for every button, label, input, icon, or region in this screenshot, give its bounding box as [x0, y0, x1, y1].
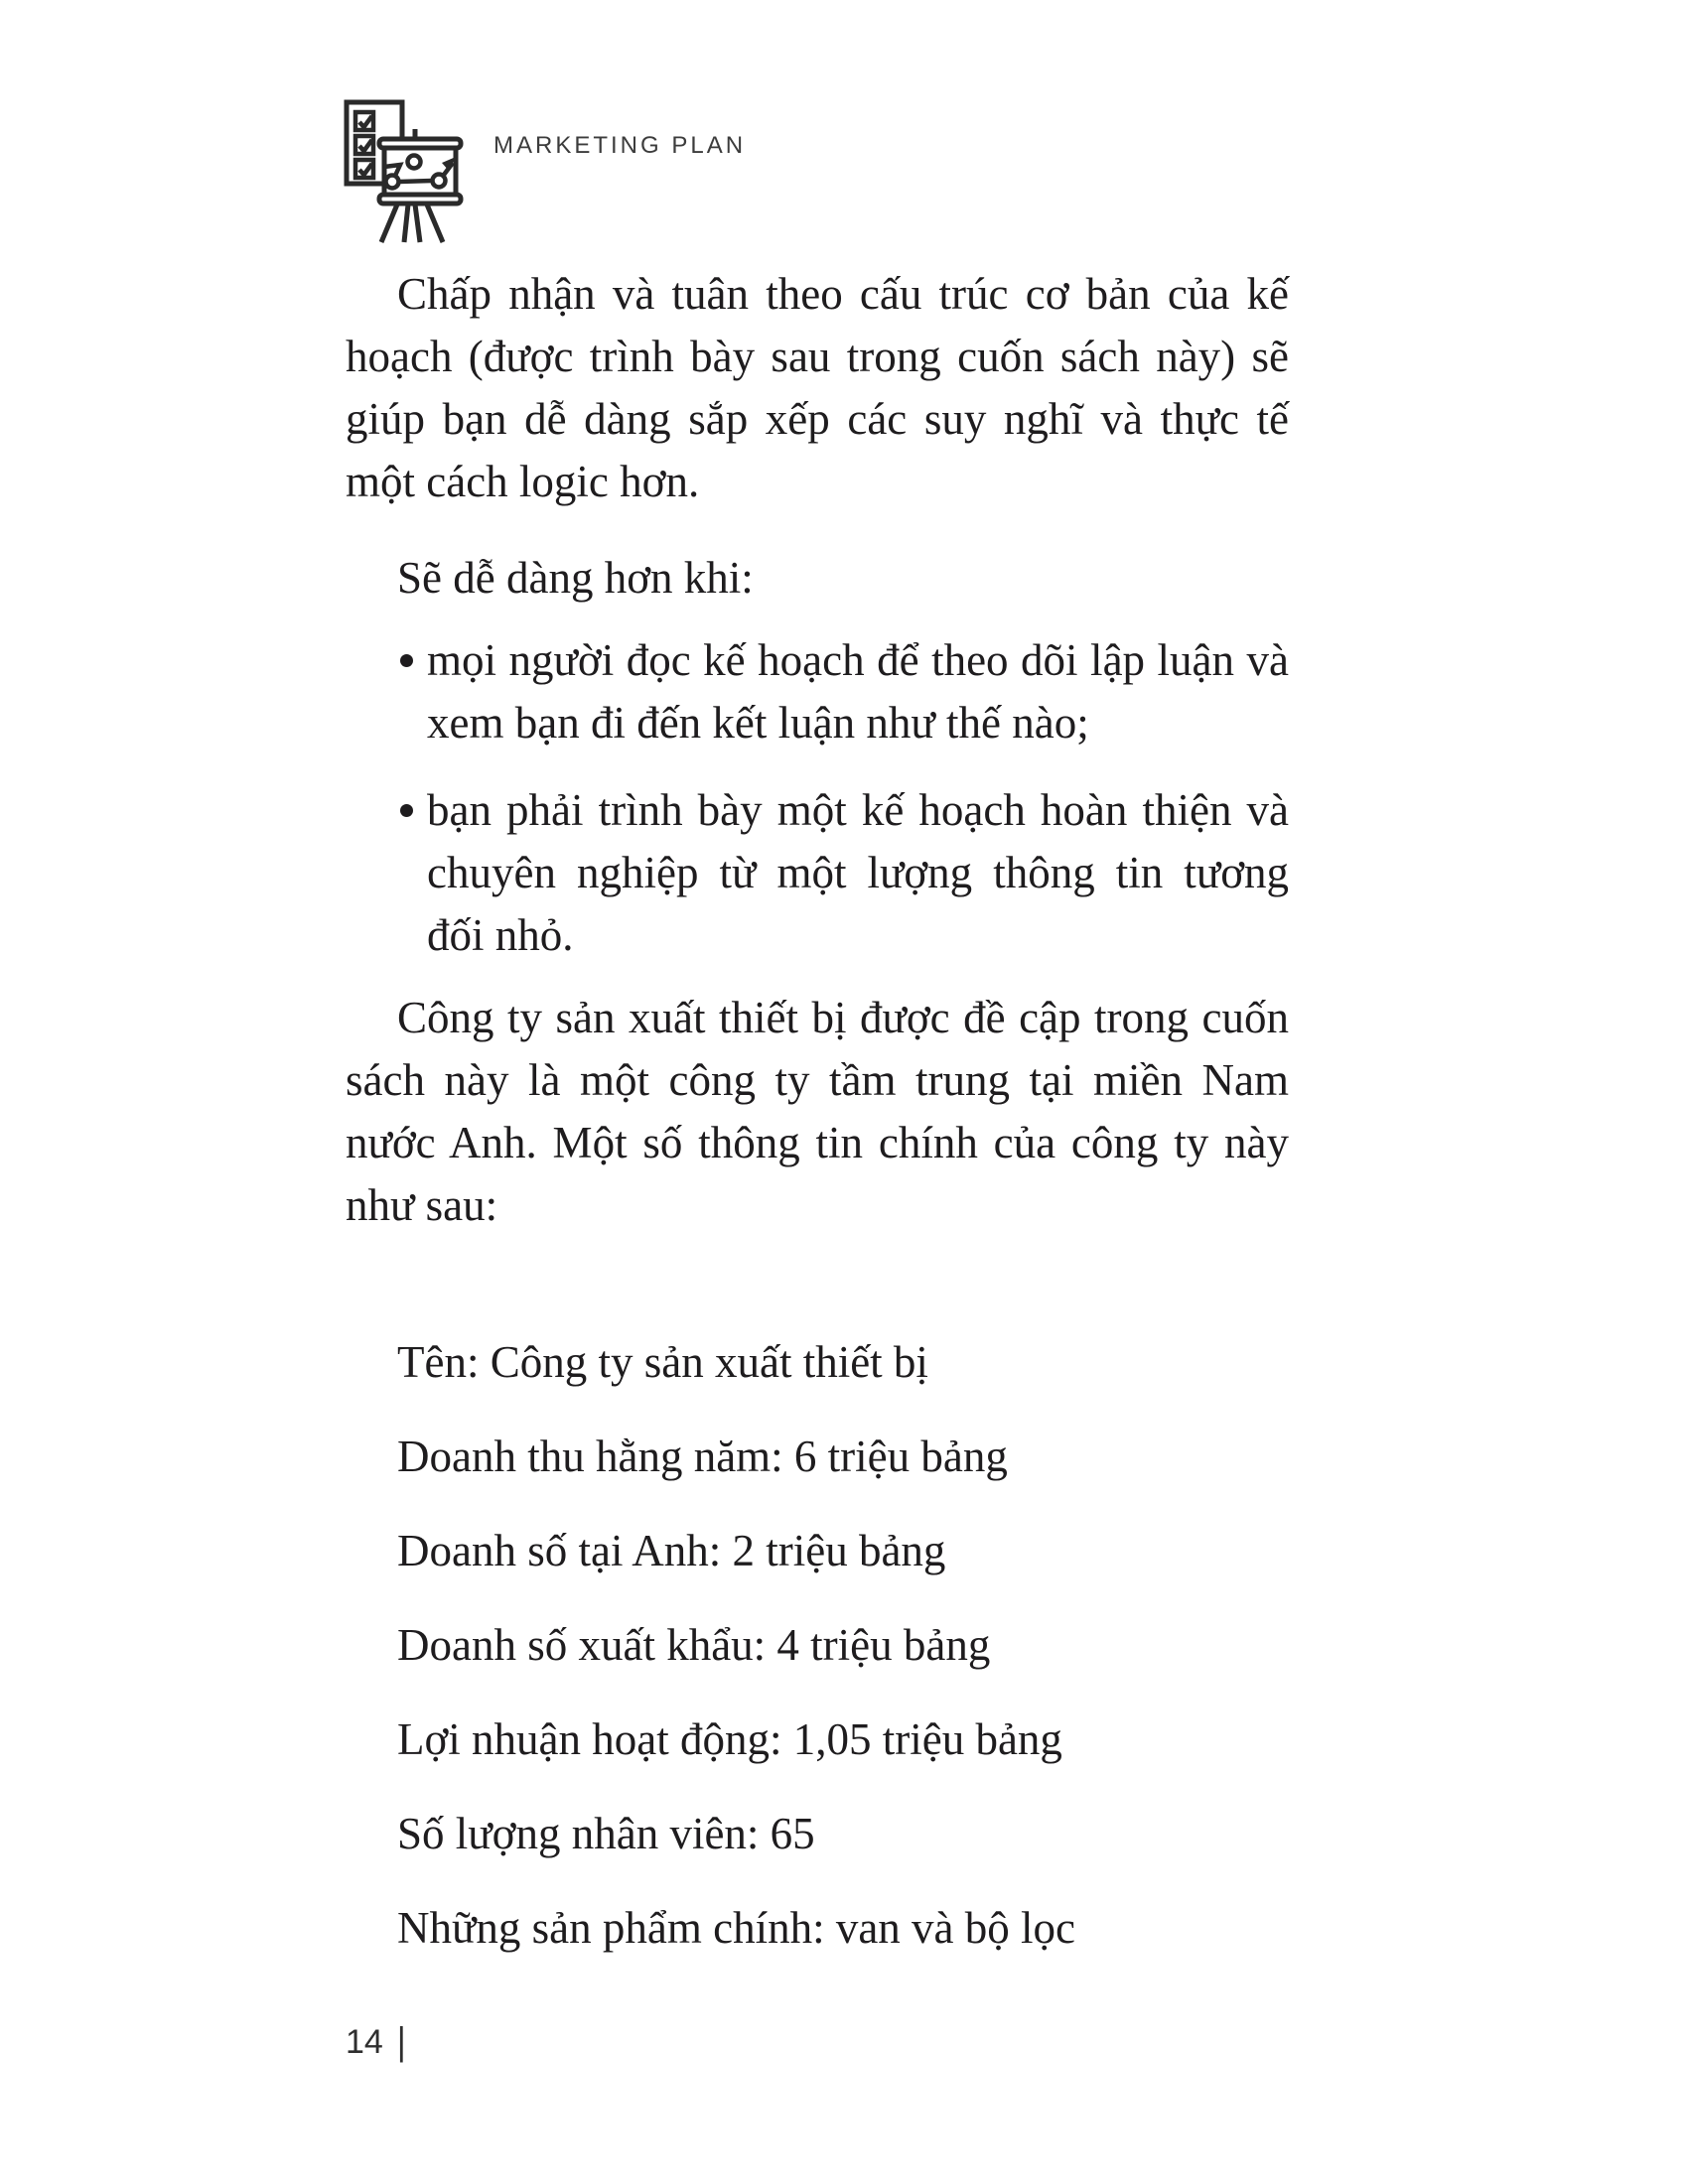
bullet-dot-icon: [400, 804, 413, 817]
footer-divider: |: [396, 2020, 406, 2064]
bullet-item-readers-follow: [346, 629, 1289, 754]
page-footer: [346, 2020, 406, 2064]
paragraph-company-intro: Công ty sản xuất thiết bị được đề cập trong cuốn sách này là một công ty tầm trung tại miền Nam nước Anh. Một số thông tin chính của công ty này như sau:: [346, 993, 1289, 1230]
fact-company-name: Tên: Công ty sản xuất thiết bị: [397, 1337, 928, 1387]
bullet-dot-icon: [400, 654, 413, 667]
paragraph-easier-when: Sẽ dễ dàng hơn khi:: [397, 553, 754, 603]
page-body: [346, 263, 1289, 1991]
book-header-title: MARKETING PLAN: [493, 132, 747, 159]
marketing-plan-easel-checklist-icon: [343, 98, 464, 247]
fact-main-products: Những sản phẩm chính: van và bộ lọc: [397, 1903, 1075, 1953]
fact-annual-revenue: Doanh thu hằng năm: 6 triệu bảng: [397, 1432, 1008, 1481]
page-number: 14: [346, 2023, 383, 2061]
fact-employee-count: Số lượng nhân viên: 65: [397, 1809, 815, 1858]
paragraph-structure-intro: Chấp nhận và tuân theo cấu trúc cơ bản của kế hoạch (được trình bày sau trong cuốn sách này) sẽ giúp bạn dễ dàng sắp xếp các suy nghĩ và thực tế một cách logic hơn.: [346, 269, 1289, 506]
bullet-text: mọi người đọc kế hoạch để theo dõi lập luận và xem bạn đi đến kết luận như thế nào;: [427, 635, 1289, 748]
bullet-text: bạn phải trình bày một kế hoạch hoàn thiện và chuyên nghiệp từ một lượng thông tin tương đối nhỏ.: [427, 785, 1289, 960]
fact-uk-sales: Doanh số tại Anh: 2 triệu bảng: [397, 1526, 946, 1575]
fact-operating-profit: Lợi nhuận hoạt động: 1,05 triệu bảng: [397, 1714, 1062, 1764]
bullet-item-professional-plan: [346, 779, 1289, 967]
fact-export-sales: Doanh số xuất khẩu: 4 triệu bảng: [397, 1620, 991, 1670]
